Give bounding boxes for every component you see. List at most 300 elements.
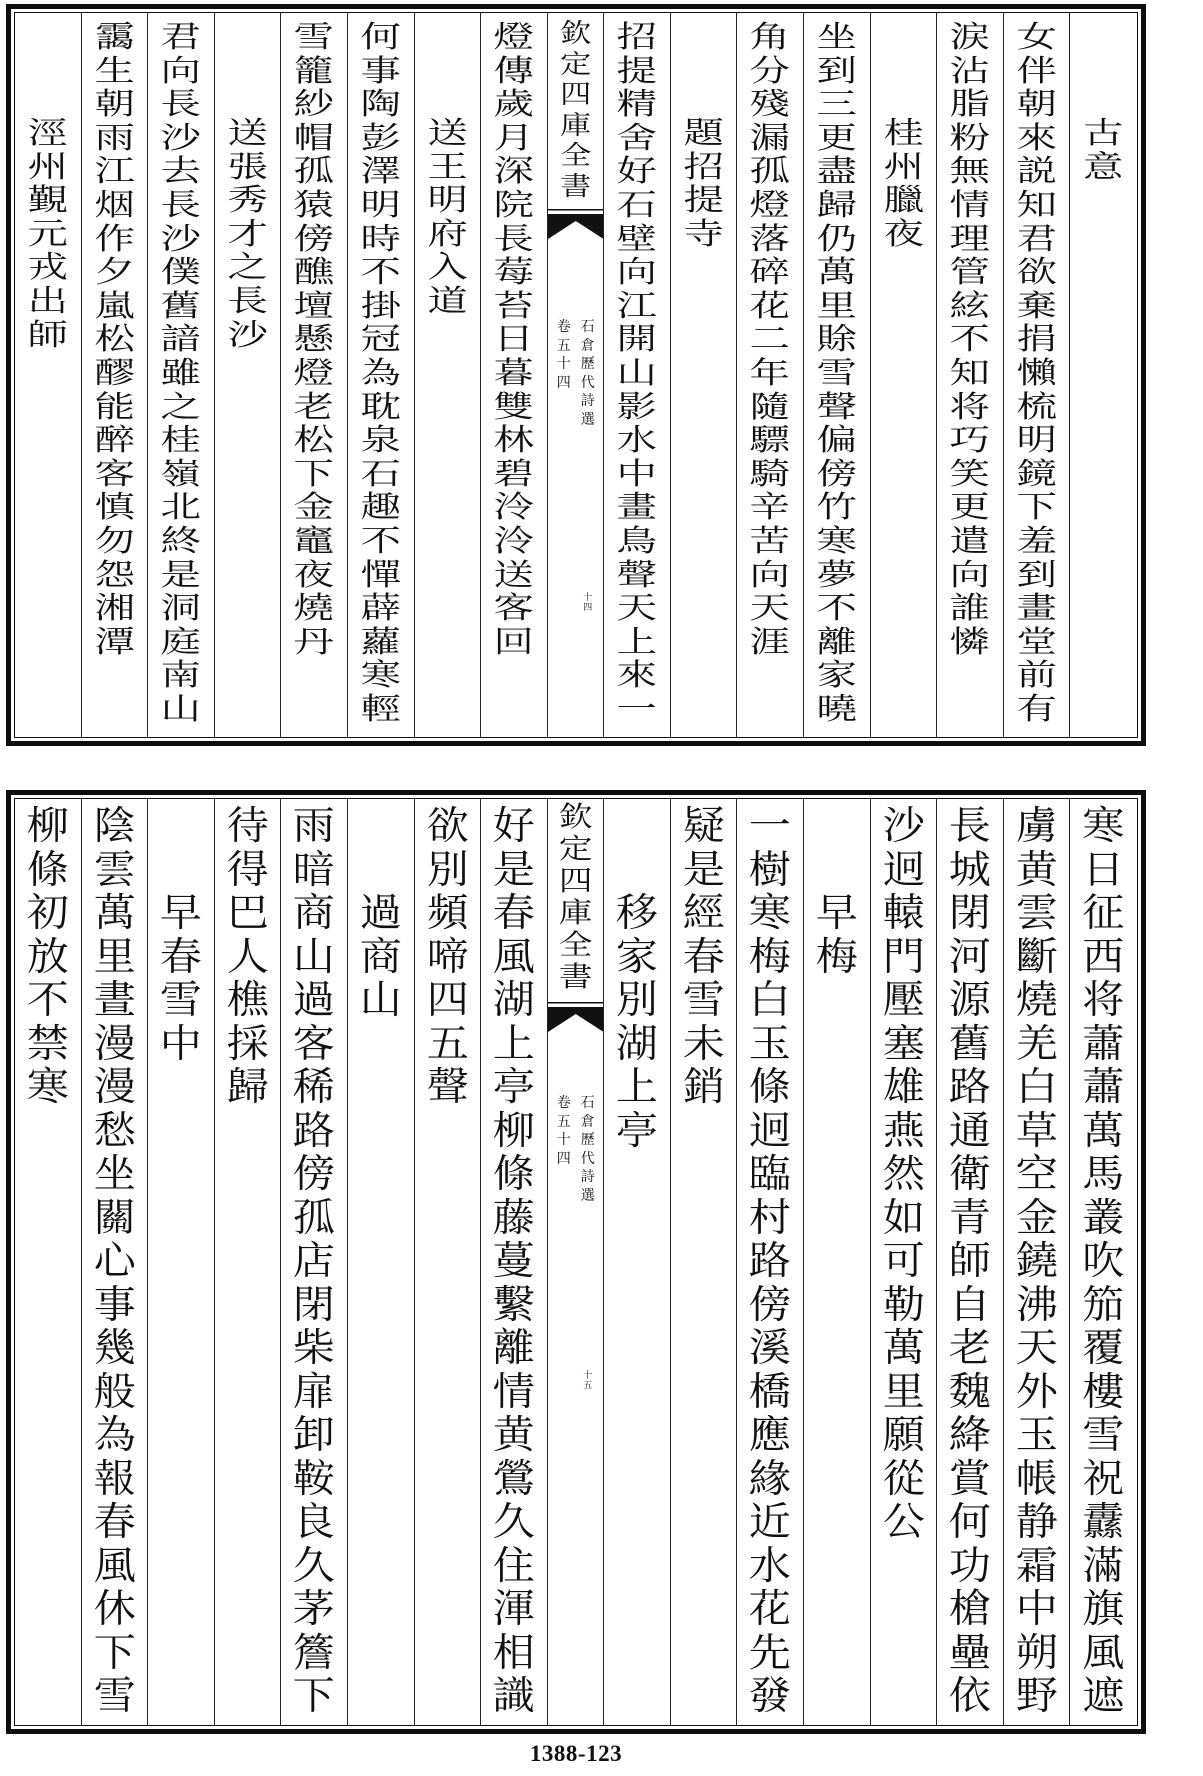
glyph: 石 xyxy=(580,1095,595,1111)
glyph: 笳 xyxy=(1082,1282,1125,1328)
glyph: 十 xyxy=(556,356,571,372)
glyph: 偏 xyxy=(816,423,858,459)
glyph: 初 xyxy=(26,891,69,936)
glyph: 蔓 xyxy=(492,1239,536,1284)
glyph: 管 xyxy=(949,255,991,291)
glyph: 脂 xyxy=(949,87,991,123)
glyph: 來 xyxy=(616,658,658,694)
glyph: 倉 xyxy=(580,337,595,354)
glyph: 簷 xyxy=(293,1630,336,1676)
glyph: 好 xyxy=(616,154,658,190)
glyph: 石 xyxy=(360,456,402,492)
glyph: 日 xyxy=(493,322,535,358)
glyph: 府 xyxy=(427,216,468,252)
glyph: 然 xyxy=(882,1152,925,1197)
glyph: 有 xyxy=(1016,691,1057,727)
glyph: 憐 xyxy=(949,624,991,660)
glyph: 繫 xyxy=(492,1282,536,1328)
glyph: 終 xyxy=(160,523,202,559)
glyph: 籠 xyxy=(293,53,335,89)
glyph: 嶺 xyxy=(160,456,202,492)
glyph: 捐 xyxy=(1016,322,1057,358)
glyph: 禁 xyxy=(26,1021,69,1067)
glyph: 柳 xyxy=(492,1108,536,1154)
glyph: 定 xyxy=(559,49,592,80)
glyph: 雲 xyxy=(1015,891,1058,936)
glyph: 公 xyxy=(882,1500,925,1545)
glyph: 玉 xyxy=(749,1021,792,1067)
verse-column xyxy=(281,799,348,1725)
glyph: 採 xyxy=(226,1021,269,1067)
leaf-panel-lower xyxy=(6,790,1146,1734)
glyph: 是 xyxy=(160,557,202,593)
glyph: 時 xyxy=(360,221,402,257)
glyph: 懶 xyxy=(1016,355,1057,391)
glyph: 久 xyxy=(293,1543,336,1589)
glyph: 畫 xyxy=(1016,591,1057,627)
glyph: 征 xyxy=(1082,891,1125,936)
glyph: 早 xyxy=(815,891,858,936)
glyph: 倉 xyxy=(580,1113,595,1130)
glyph: 怨 xyxy=(94,557,135,593)
glyph: 朝 xyxy=(1016,87,1057,123)
glyph: 猿 xyxy=(293,187,335,223)
verse-column xyxy=(1004,799,1071,1725)
glyph: 寒 xyxy=(360,658,402,694)
glyph: 移 xyxy=(615,891,659,936)
glyph: 早 xyxy=(159,891,203,936)
glyph: 虜 xyxy=(1015,804,1058,849)
glyph: 四 xyxy=(558,864,593,897)
glyph: 閉 xyxy=(948,891,992,936)
verse-column xyxy=(82,799,149,1725)
glyph: 才 xyxy=(227,216,268,252)
glyph: 湘 xyxy=(94,591,135,627)
fold-column xyxy=(548,13,605,737)
glyph: 雨 xyxy=(293,804,336,849)
glyph: 塞 xyxy=(882,1021,925,1067)
glyph: 客 xyxy=(493,591,535,627)
glyph: 沙 xyxy=(227,317,268,353)
glyph: 家 xyxy=(615,934,659,980)
glyph: 樓 xyxy=(1082,1369,1125,1415)
glyph: 是 xyxy=(682,847,725,893)
glyph: 先 xyxy=(749,1630,792,1676)
glyph: 更 xyxy=(949,490,991,526)
glyph: 烟 xyxy=(94,187,135,223)
glyph: 代 xyxy=(580,1150,595,1167)
glyph: 中 xyxy=(159,1021,203,1067)
glyph: 苔 xyxy=(493,288,535,324)
glyph: 里 xyxy=(882,1369,925,1415)
glyph: 槍 xyxy=(948,1587,992,1632)
glyph: 巧 xyxy=(949,423,991,459)
glyph: 松 xyxy=(293,423,335,459)
glyph: 四 xyxy=(583,603,593,613)
glyph: 來 xyxy=(1016,120,1057,156)
glyph: 燈 xyxy=(749,187,791,223)
glyph: 石 xyxy=(580,319,595,335)
glyph: 啼 xyxy=(426,934,469,980)
glyph: 可 xyxy=(882,1239,925,1284)
glyph: 湖 xyxy=(615,1021,659,1067)
glyph: 州 xyxy=(883,149,924,185)
glyph: 冠 xyxy=(360,322,402,358)
glyph: 歸 xyxy=(226,1065,269,1110)
glyph: 雲 xyxy=(93,847,136,893)
verse-column xyxy=(937,799,1004,1725)
glyph: 雪 xyxy=(293,20,335,55)
glyph: 不 xyxy=(26,978,69,1023)
glyph: 開 xyxy=(616,322,658,358)
verse-column xyxy=(415,799,482,1725)
glyph: 藤 xyxy=(492,1195,536,1241)
glyph: 君 xyxy=(1016,221,1057,257)
glyph: 泉 xyxy=(360,423,402,459)
inner-frame xyxy=(14,12,1138,738)
glyph: 迥 xyxy=(749,1108,792,1154)
glyph: 明 xyxy=(360,187,402,223)
glyph: 長 xyxy=(948,804,992,849)
glyph: 選 xyxy=(580,411,595,428)
glyph: 日 xyxy=(1082,847,1125,893)
glyph: 緣 xyxy=(749,1456,792,1502)
fold-collection-title xyxy=(579,1094,597,1205)
glyph: 羌 xyxy=(1015,1021,1058,1067)
glyph: 相 xyxy=(492,1630,536,1676)
glyph: 師 xyxy=(27,317,69,353)
poem-title xyxy=(348,799,415,1725)
glyph: 泠 xyxy=(493,523,535,559)
glyph: 依 xyxy=(948,1674,992,1719)
glyph: 朔 xyxy=(1015,1630,1058,1676)
glyph: 五 xyxy=(556,337,571,354)
glyph: 騎 xyxy=(749,456,791,492)
glyph: 夕 xyxy=(94,255,135,291)
glyph: 彭 xyxy=(360,120,402,156)
glyph: 卷 xyxy=(556,319,571,335)
glyph: 萬 xyxy=(882,1326,925,1371)
glyph: 路 xyxy=(749,1239,792,1284)
glyph: 過 xyxy=(293,978,336,1023)
verse-column xyxy=(1070,799,1137,1725)
glyph: 黄 xyxy=(492,1413,536,1458)
glyph: 寺 xyxy=(683,216,724,252)
glyph: 向 xyxy=(949,557,991,593)
glyph: 白 xyxy=(749,978,792,1023)
glyph: 亭 xyxy=(492,1065,536,1110)
glyph: 南 xyxy=(160,658,202,694)
glyph: 知 xyxy=(1016,187,1057,223)
glyph: 歷 xyxy=(580,356,595,372)
glyph: 洞 xyxy=(160,591,202,627)
glyph: 水 xyxy=(616,423,658,459)
glyph: 向 xyxy=(749,557,791,593)
glyph: 空 xyxy=(1015,1152,1058,1197)
glyph: 臘 xyxy=(883,183,924,219)
glyph: 客 xyxy=(293,1021,336,1067)
glyph: 馬 xyxy=(1082,1152,1125,1197)
glyph: 舊 xyxy=(948,1021,992,1067)
glyph: 燒 xyxy=(293,591,335,627)
glyph: 門 xyxy=(882,934,925,980)
glyph: 梅 xyxy=(749,934,792,980)
glyph: 風 xyxy=(1082,1630,1125,1676)
glyph: 涇 xyxy=(27,116,69,151)
glyph: 五 xyxy=(583,1381,593,1391)
glyph: 沙 xyxy=(882,804,925,849)
verse-column xyxy=(737,13,804,737)
glyph: 條 xyxy=(492,1152,536,1197)
glyph: 殘 xyxy=(749,87,791,123)
glyph: 粉 xyxy=(949,120,991,156)
glyph: 書 xyxy=(559,171,592,202)
glyph: 嵐 xyxy=(94,288,135,324)
glyph: 仍 xyxy=(816,221,858,257)
glyph: 五 xyxy=(556,1113,571,1130)
glyph: 不 xyxy=(360,255,402,291)
glyph: 潭 xyxy=(94,624,135,660)
glyph: 驃 xyxy=(749,423,791,459)
glyph: 莓 xyxy=(493,255,535,291)
glyph: 桂 xyxy=(883,116,924,151)
glyph: 江 xyxy=(94,154,135,190)
glyph: 隨 xyxy=(749,389,791,425)
inner-frame xyxy=(14,798,1138,1726)
glyph: 招 xyxy=(616,20,658,55)
glyph: 待 xyxy=(226,804,269,849)
glyph: 送 xyxy=(227,116,268,151)
glyph: 蕭 xyxy=(1082,1021,1125,1067)
glyph: 雨 xyxy=(94,120,135,156)
glyph: 五 xyxy=(426,1021,469,1067)
fish-tail-mark xyxy=(548,1002,604,1032)
glyph: 之 xyxy=(227,250,268,286)
glyph: 何 xyxy=(360,20,402,55)
glyph: 玉 xyxy=(1015,1413,1058,1458)
glyph: 暮 xyxy=(493,355,535,391)
fish-tail-mark xyxy=(548,209,604,239)
glyph: 醉 xyxy=(94,423,135,459)
glyph: 静 xyxy=(1015,1500,1058,1545)
glyph: 沸 xyxy=(1015,1282,1058,1328)
column-grid xyxy=(15,799,1137,1725)
glyph: 雪 xyxy=(816,355,858,391)
glyph: 欲 xyxy=(1016,255,1057,291)
glyph: 雪 xyxy=(93,1674,136,1719)
glyph: 羞 xyxy=(1016,523,1057,559)
glyph: 關 xyxy=(93,1195,136,1241)
glyph: 前 xyxy=(1016,658,1057,694)
glyph: 亭 xyxy=(615,1108,659,1154)
glyph: 盡 xyxy=(816,154,858,190)
glyph: 人 xyxy=(226,934,269,980)
glyph: 湖 xyxy=(492,978,536,1023)
verse-column xyxy=(481,13,548,737)
glyph: 衛 xyxy=(948,1152,992,1197)
glyph: 雖 xyxy=(160,355,202,391)
glyph: 願 xyxy=(882,1413,925,1458)
glyph: 天 xyxy=(616,591,658,627)
glyph: 霜 xyxy=(1015,1543,1058,1589)
glyph: 松 xyxy=(94,322,135,358)
glyph: 經 xyxy=(682,891,725,936)
glyph: 情 xyxy=(492,1369,536,1415)
glyph: 稀 xyxy=(293,1065,336,1110)
glyph: 傍 xyxy=(749,1282,792,1328)
glyph: 下 xyxy=(293,456,335,492)
glyph: 歲 xyxy=(493,87,535,123)
glyph: 梅 xyxy=(815,934,858,980)
glyph: 庫 xyxy=(559,110,592,141)
poem-title xyxy=(415,13,482,737)
glyph: 十 xyxy=(556,1132,571,1148)
glyph: 漫 xyxy=(93,1065,136,1110)
fold-book-title xyxy=(548,19,604,202)
glyph: 詩 xyxy=(580,1169,595,1185)
glyph: 事 xyxy=(360,53,402,89)
glyph: 壘 xyxy=(948,1630,992,1676)
glyph: 沾 xyxy=(949,53,991,89)
glyph: 離 xyxy=(492,1326,536,1371)
glyph: 到 xyxy=(1016,557,1057,593)
glyph: 孤 xyxy=(749,154,791,190)
glyph: 坐 xyxy=(93,1152,136,1197)
glyph: 從 xyxy=(882,1456,925,1502)
glyph: 風 xyxy=(492,934,536,980)
glyph: 傍 xyxy=(293,1152,336,1197)
glyph: 天 xyxy=(1015,1326,1058,1371)
glyph: 遣 xyxy=(949,523,991,559)
glyph: 州 xyxy=(27,149,69,185)
glyph: 入 xyxy=(427,250,468,286)
glyph: 下 xyxy=(93,1630,136,1676)
glyph: 未 xyxy=(682,1021,725,1067)
glyph: 茅 xyxy=(293,1587,336,1632)
glyph: 送 xyxy=(493,557,535,593)
glyph: 為 xyxy=(93,1413,136,1458)
glyph: 君 xyxy=(160,20,202,55)
glyph: 樹 xyxy=(749,847,792,893)
glyph: 涯 xyxy=(749,624,791,660)
glyph: 招 xyxy=(683,149,724,185)
glyph: 定 xyxy=(558,832,593,865)
glyph: 明 xyxy=(1016,423,1057,459)
glyph: 柴 xyxy=(293,1326,336,1371)
glyph: 靄 xyxy=(94,20,135,55)
glyph: 回 xyxy=(493,624,535,660)
glyph: 無 xyxy=(949,154,991,190)
glyph: 鶯 xyxy=(492,1456,536,1502)
glyph: 過 xyxy=(359,891,402,936)
glyph: 滿 xyxy=(1082,1543,1125,1589)
glyph: 巴 xyxy=(226,891,269,936)
glyph: 竈 xyxy=(293,523,335,559)
glyph: 意 xyxy=(1083,149,1124,185)
glyph: 落 xyxy=(749,221,791,257)
verse-column xyxy=(348,13,415,737)
glyph: 春 xyxy=(492,891,536,936)
glyph: 誰 xyxy=(949,591,991,627)
glyph: 渾 xyxy=(492,1587,536,1632)
glyph: 提 xyxy=(683,183,724,219)
fold-collection-title xyxy=(579,318,597,429)
glyph: 暗 xyxy=(293,847,336,893)
glyph: 識 xyxy=(492,1674,536,1719)
glyph: 蘿 xyxy=(360,624,402,660)
glyph: 萬 xyxy=(93,891,136,936)
glyph: 一 xyxy=(616,691,658,727)
glyph: 師 xyxy=(948,1239,992,1284)
glyph: 歷 xyxy=(580,1132,595,1148)
glyph: 燒 xyxy=(1015,978,1058,1023)
glyph: 久 xyxy=(492,1500,536,1545)
glyph: 代 xyxy=(580,374,595,391)
glyph: 趣 xyxy=(360,490,402,526)
glyph: 夜 xyxy=(883,216,924,252)
glyph: 古 xyxy=(1083,116,1124,151)
glyph: 卸 xyxy=(293,1413,336,1458)
glyph: 掛 xyxy=(360,288,402,324)
glyph: 天 xyxy=(749,591,791,627)
glyph: 夜 xyxy=(293,557,335,593)
glyph: 鳥 xyxy=(616,523,658,559)
glyph: 老 xyxy=(948,1326,992,1371)
glyph: 陶 xyxy=(360,87,402,123)
glyph: 歸 xyxy=(816,187,858,223)
verse-column xyxy=(671,799,738,1725)
glyph: 上 xyxy=(615,1065,659,1110)
glyph: 壁 xyxy=(616,221,658,257)
glyph: 江 xyxy=(616,288,658,324)
glyph: 覲 xyxy=(27,183,69,219)
poem-title xyxy=(1070,13,1137,737)
glyph: 諳 xyxy=(160,322,202,358)
glyph: 一 xyxy=(749,804,792,849)
poem-title xyxy=(804,799,871,1725)
glyph: 燈 xyxy=(493,20,535,55)
glyph: 西 xyxy=(1082,934,1125,980)
glyph: 里 xyxy=(816,288,858,324)
glyph: 丹 xyxy=(293,624,335,660)
glyph: 報 xyxy=(93,1456,136,1502)
poem-title xyxy=(871,13,938,737)
fold-leaf-number xyxy=(581,593,595,613)
glyph: 傳 xyxy=(493,53,535,89)
glyph: 得 xyxy=(226,847,269,893)
glyph: 長 xyxy=(227,283,268,319)
glyph: 青 xyxy=(948,1195,992,1241)
glyph: 絃 xyxy=(949,288,991,324)
glyph: 祝 xyxy=(1082,1456,1125,1502)
glyph: 聲 xyxy=(426,1065,469,1110)
glyph: 鐃 xyxy=(1015,1239,1058,1284)
glyph: 雪 xyxy=(159,978,203,1023)
glyph: 張 xyxy=(227,149,268,185)
glyph: 聲 xyxy=(816,389,858,425)
glyph: 書 xyxy=(558,960,593,993)
glyph: 金 xyxy=(293,490,335,526)
glyph: 欽 xyxy=(559,19,592,49)
glyph: 野 xyxy=(1015,1674,1058,1719)
glyph: 之 xyxy=(160,389,202,425)
glyph: 涙 xyxy=(949,20,991,55)
glyph: 雄 xyxy=(882,1065,925,1110)
glyph: 中 xyxy=(1015,1587,1058,1632)
verse-column xyxy=(148,13,215,737)
glyph: 柳 xyxy=(26,804,69,849)
glyph: 般 xyxy=(93,1369,136,1415)
